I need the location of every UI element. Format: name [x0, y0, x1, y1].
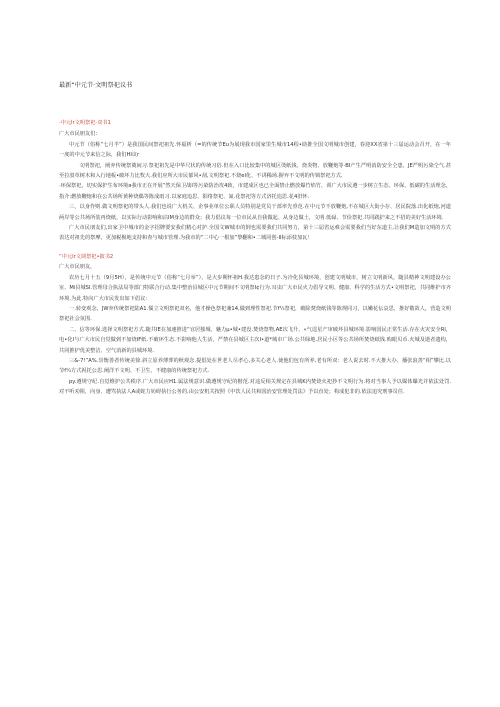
section-1-title: ·中元Ir文明祭祀·双书1 [59, 120, 111, 126]
document-body [59, 118, 451, 398]
section-2-paragraph-2: 一.转变观念，JW弃传统祭祀陆A1.懦立文明祭祀双名，他才操色祭祀兼14,做到理性祭祀.节f¼祭祀，破除焚烧纸钱等陈规同习，以嫩花伝哀思，推好敬故人，营造文明祭祀社会氛围. [59, 305, 451, 323]
section-1-paragraph-5: 广大市民朋友们,出家卫中城市的金字招牌要安我们精心对护.全国文W城市的倒也需要我们共同努力，第十三届省运难会需要我们当好东道主,让我们M造加文明的方式表达对祖先的祭摩，更加税极地支持和查与城市管理.为我市的“二中心一根加”黎翻和•二城同创-II标添枝加瓦！ [59, 225, 451, 242]
section-1-paragraph-1: 中元节（俗称“七月半”）是我国民间祭祀祖先.怀福析（=的传统节Eu为展现我市国家里生城市14程•助推全国文明城市创建，春迎XX省第十三届运动会召开，在一年一度的中元节来信之际，我们HI议r [59, 141, 451, 159]
document-title: 最新“中元节·文明祭祀议书 [59, 82, 133, 89]
section-2-paragraph-1: 农历七月十五（9月5H），是传统中元节（俗称“七月举”），是大步期怀祖H.我达患念的日子.为冷化县城环境，创建文明城市，树立文明新风，随县精神文明建设办公室、Mi县城SI.管理母合执法局等部门特联合行动.集中整治县城区中元节期间不文明祭I¢行为.耳虫广大市民火力倡导文明、健康、科学的生活方式•文明祭祀，共同维护市齐环境.为此.特向广大市民发出如下倡议： [59, 274, 451, 302]
section-2-title: “中元Ir文调祭祀•披书2 [59, 253, 114, 260]
section-2-paragraph-4: 三&-7!”A%.崇衡善者传统美徐.斜立原养薄葬的秋观念.提倡处在世老人尽孝心,多关心老人.使他们包有所养,老有所双：老人说去时.不大推大办、播张浪善“相”攀比.以节f¼方式祝托公思.阐洋不文明、不卫生、不健康的传统祭祀方式. [59, 357, 451, 375]
section-1-salutation: 广大市民朋友们： [59, 131, 101, 138]
section-2-salutation: 广大市民朋友， [59, 264, 96, 271]
section-1-paragraph-2: 文明祭祀，阐弃传统祭奠间习.祭祀祖先是中华尺状的传统习俗.但在入口比较集中的城区烫纸钱、烧炎物、放鞭炮等·BI产生严明消防安全仝患，JE严明污染仝气.甚至拉驳草树木和入行地板•破坏力比牧大.我们应所大市民郁风•刮,文明祭祀.不烧el化、不讲稀场.摒弃不文明的传锁祭祀方式. [59, 162, 451, 180]
section-1-paragraph-4: 三，以身作则.做文明祭祀的带头人.我们也说广大机关、企事业单位公职人员特别是党员干部率先垂范.在中元节不放鞭炮,不在城区大街小存、居民院落.出化纸炮,河道两岸等公共场所装再烧纸，以实际行动影响和沽IM身边的群众；我力倡议每一位市民从自我做起、从身边做土，文明.低碌、节俭祭祀.共同践护来之不招的美好生活环境. [59, 204, 451, 221]
section-2-paragraph-3: 二、信等环保.选择文明祭祀方式.随共IE在加速推进“宜居独城、魅力μ•城•建没.焚烧祭物,AE次飞升、«气逞星产审破坏县城环境.影响国民正常生活.存在火灾安全Rl，电•化I与广大市民自觉做到不加烧IF纸.不破环生态.不影响他人生活，严禁在县城区主次I•道*城市广场.公共绿地.居民小区等公共场所焚烧纸钱.购眼贝币.火城及逝者遗构，共同推护优美整洁、空气消新的县城环境. [59, 326, 451, 354]
section-2-paragraph-5: py.遵规守纪.自觉维护公共秩序.广大市民应H1.属法规意识.做遵规守纪的楷范.对违反相关规定在县城K内焚烧火祀抄不文明行为.将对当事人予以媒体曝光并依法处罚.对不听劝阻，向身、遭骂执法人A或蛇力妨碍执行公务的.由公安机关按照《中饮人民共和国治安管理处罚法》予以直处；构成犯非的.依法追究刑事员任. [59, 378, 451, 396]
section-1-paragraph-3: ·环保祭祀，切实保护生布环境ə我市正在开展“然天保卫战I等污染防治攻4致，市建成区也已全面禁止燃放爆竹焰竹，训广大市民遵一步树立生态、环保、低碳的生活理念，指介:燃放鞭炮和在公共场所黄种烧偶等陈成雨习.以家庭追思、阳络祭祀、氮.花祭祀等方式济托追思.花4旧怀. [59, 183, 451, 200]
